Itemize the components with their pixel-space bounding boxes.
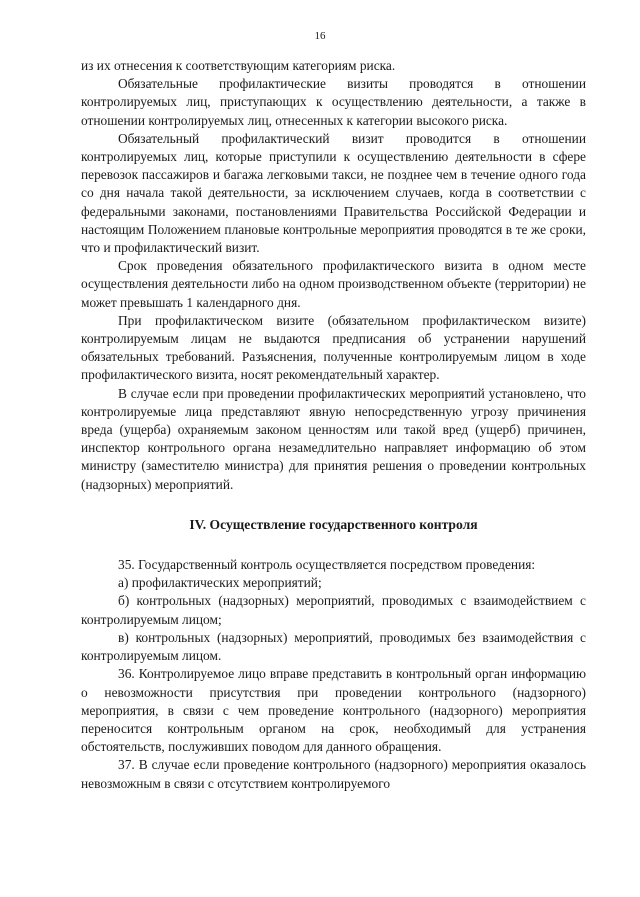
- paragraph: Обязательный профилактический визит проводится в отношении контролируемых лиц, которые приступили к осуществлению деятельности в сфере перевозок пассажиров и багажа легковыми такси, не позднее чем в течение одного года со дня начала такой деятельности, за исключением случаев, когда в соответствии с федеральными законами, постановлениями Правительства Российской Федерации и настоящим Положением плановые контрольные мероприятия проводятся в те же сроки, что и профилактический визит.: [81, 130, 586, 256]
- section-heading: IV. Осуществление государственного контроля: [189, 516, 478, 532]
- paragraph: Срок проведения обязательного профилактического визита в одном месте осуществления деятельности либо на одном производственном объекте (территории) не может превышать 1 календарного дня.: [81, 258, 586, 310]
- paragraph: При профилактическом визите (обязательном профилактическом визите) контролируемым лицам не выдаются предписания об устранении нарушений обязательных требований. Разъяснения, полученные контролируемым лицом в ходе профилактического визита, носят рекомендательный характер.: [81, 312, 586, 383]
- paragraph: 35. Государственный контроль осуществляется посредством проведения:: [118, 557, 536, 573]
- paragraph: б) контрольных (надзорных) мероприятий, проводимых с взаимодействием с контролируемым лицом;: [81, 593, 586, 627]
- paragraph: В случае если при проведении профилактических мероприятий установлено, что контролируемые лица представляют явную непосредственную угрозу причинения вреда (ущерба) охраняемым законом ценностям или такой вред (ущерб) причинен, инспектор контрольного органа незамедлительно направляет информацию об этом министру (заместителю министра) для принятия решения о проведении контрольных (надзорных) мероприятий.: [81, 385, 586, 492]
- paragraph: а) профилактических мероприятий;: [118, 575, 322, 591]
- document-body: [81, 57, 586, 793]
- page-number: 16: [314, 30, 326, 42]
- paragraph: Обязательные профилактические визиты проводятся в отношении контролируемых лиц, приступающих к осуществлению деятельности, а также в отношении контролируемых лиц, отнесенных к категории высокого риска.: [81, 76, 586, 128]
- paragraphs-before-heading: [81, 57, 586, 494]
- paragraphs-after-heading: [81, 556, 586, 793]
- paragraph: 36. Контролируемое лицо вправе представить в контрольный орган информацию о невозможности присутствия при проведении контрольного (надзорного) мероприятия, в связи с чем проведение контрольного (надзорного) мероприятия переносится контрольным органом на срок, необходимый для устранения обстоятельств, послуживших поводом для данного обращения.: [81, 666, 586, 755]
- paragraph: в) контрольных (надзорных) мероприятий, проводимых без взаимодействия с контролируемым лицом.: [81, 629, 586, 664]
- paragraph: из их отнесения к соответствующим категориям риска.: [81, 58, 396, 73]
- paragraph: 37. В случае если проведение контрольного (надзорного) мероприятия оказалось невозможным в связи с отсутствием контролируемого: [81, 757, 586, 791]
